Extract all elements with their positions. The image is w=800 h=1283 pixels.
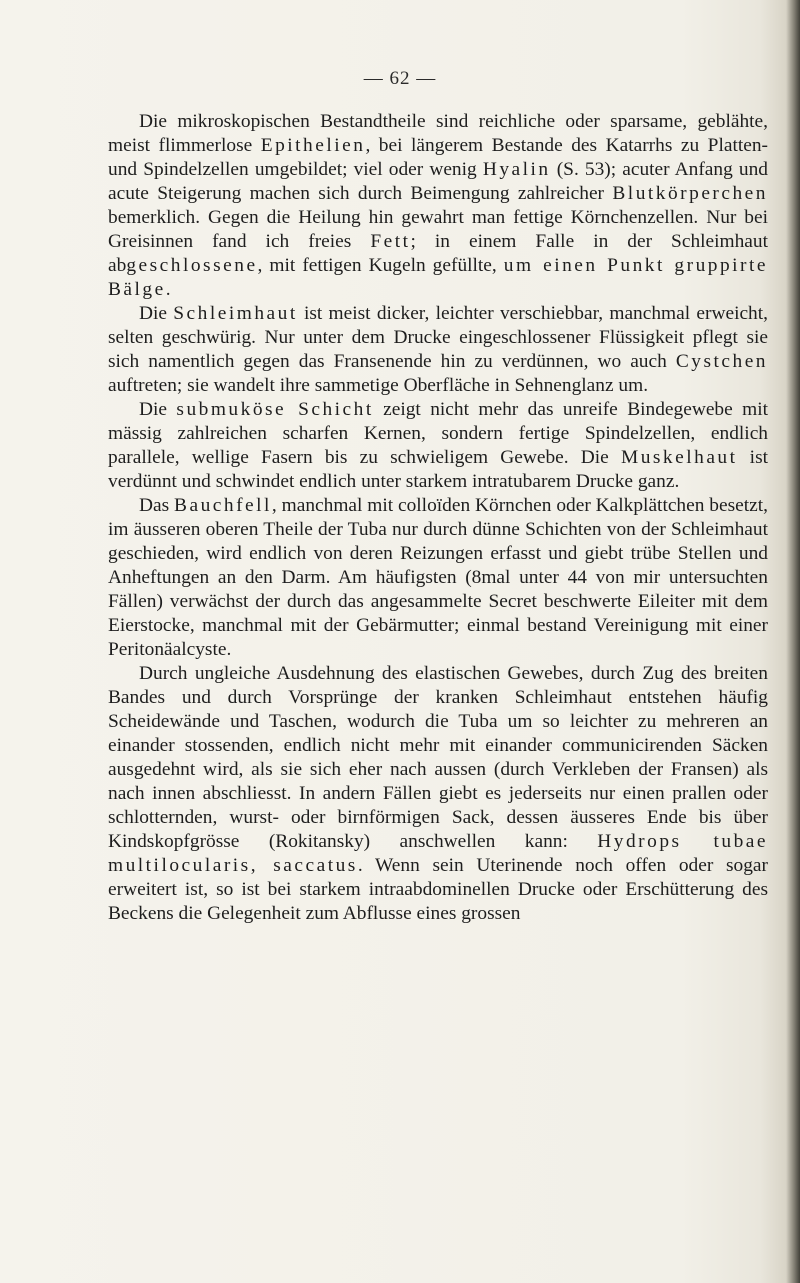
body-text-run: bemerklich. Gegen die Heilung hin gewahrt man fettige Körnchenzellen. Nur bei Greisinnen fand ich freies [108,207,768,252]
paragraph-2 [108,302,768,398]
page-number: — 62 — [363,68,437,89]
body-text-run: . Wenn sein Uterinende noch offen oder sogar erweitert ist, so ist bei starkem intraabdominellen Drucke oder Erschütterung des Beckens die Gelegenheit zum Abflusse eines grossen [108,855,768,924]
body-text-run: ; in einem Falle in der Schleimhaut ab [108,231,768,276]
emphasis-text: Muskelhaut [620,447,738,468]
body-text-run: Die mikroskopischen Bestandtheile sind reichliche oder sparsame, geblähte, meist flimmerlose [108,111,768,156]
emphasis-text: Hyalin [482,159,551,180]
emphasis-text: Fett [370,231,411,252]
paragraph-3 [108,398,768,494]
body-text-run: Das [139,495,175,516]
body-text-run: Die [139,399,177,420]
emphasis-text: geschlossene [126,255,258,276]
body-text-run: . [165,279,171,300]
body-text-run: zeigt nicht mehr das unreife Bindegewebe mit mässig zahlreichen scharfen Kernen, sondern fertige Spindelzellen, endlich parallele, wellige Fasern bis zu schwieligem Gewebe. Die [108,399,768,468]
emphasis-text: Hydrops tubae multilocularis, saccatus [108,831,768,876]
paragraph-1 [108,110,768,302]
body-text-run: auftreten; sie wandelt ihre sammetige Oberfläche in Sehnenglanz um. [108,375,649,396]
emphasis-text: Cystchen [675,351,768,372]
emphasis-text: Schleimhaut [173,303,298,324]
emphasis-text: Blutkörperchen [612,183,768,204]
body-text-run: ist verdünnt und schwindet endlich unter starkem intratubarem Drucke ganz. [108,447,768,492]
body-text-run: , mit fettigen Kugeln gefüllte, [257,255,504,276]
body-text [108,110,768,926]
paragraph-5 [108,662,768,926]
emphasis-text: um einen Punkt gruppirte Bälge [108,255,768,300]
body-text-run: Durch ungleiche Ausdehnung des elastischen Gewebes, durch Zug des breiten Bandes und durch Vorsprünge der kranken Schleimhaut entstehen häufig Scheidewände und Taschen, wodurch die Tuba um so leichter zu mehreren an einander stossenden, endlich nicht mehr mit einander communicirenden Säcken ausgedehnt wird, als sie sich eher nach aussen (durch Verkleben der Fransen) als nach innen abschliesst. In andern Fällen giebt es jederseits nur einen prallen oder schlotternden, wurst- oder birnförmigen Sack, dessen äusseres Ende bis über Kindskopfgrösse (Rokitansky) anschwellen kann: [108,663,768,852]
body-text-run: Die [139,303,174,324]
body-text-run: , bei längerem Bestande des Katarrhs zu Platten- und Spindelzellen umgebildet; viel oder wenig [108,135,768,180]
page-edge-shadow [786,0,800,1283]
paragraph-4 [108,494,768,662]
emphasis-text: Epithelien [260,135,366,156]
emphasis-text: submuköse Schicht [176,399,374,420]
body-text-run: , manchmal mit colloïden Körnchen oder Kalkplättchen besetzt, im äusseren oberen Theile der Tuba nur durch dünne Schichten von der Schleimhaut geschieden, wird endlich von deren Reizungen erfasst und giebt trübe Stellen und Anheftungen an den Darm. Am häufigsten (8mal unter 44 von mir untersuchten Fällen) verwächst der durch das angesammelte Secret beschwerte Eileiter mit dem Eierstocke, manchmal mit der Gebärmutter; einmal bestand Vereinigung mit einer Peritonäalcyste. [108,495,768,660]
body-text-run: ist meist dicker, leichter verschiebbar, manchmal erweicht, selten geschwürig. Nur unter dem Drucke eingeschlossener Flüssigkeit pflegt sie sich namentlich gegen das Fransenende hin zu verdünnen, wo auch [108,303,768,372]
emphasis-text: Bauchfell [174,495,272,516]
body-text-run: (S. 53); acuter Anfang und acute Steigerung machen sich durch Beimengung zahlreicher [108,159,768,204]
